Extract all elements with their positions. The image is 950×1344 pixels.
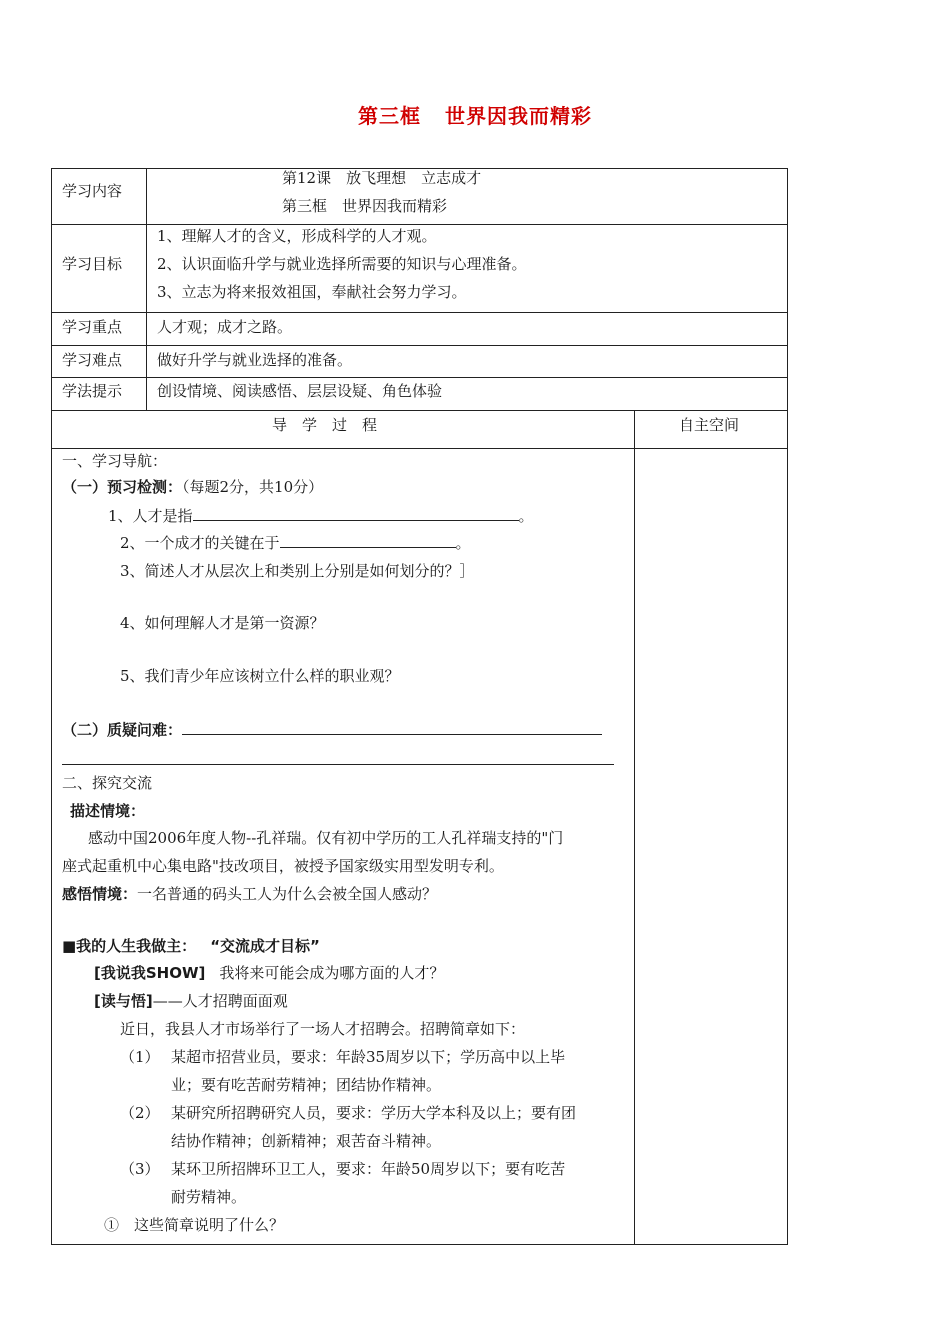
recruit-item-line: 某环卫所招牌环卫工人，要求：年龄50周岁以下；要有吃苦 — [171, 1160, 566, 1178]
row-divider — [51, 224, 788, 225]
recruit-item-number: （2） — [120, 1104, 160, 1122]
question-2: 2、一个成才的关键在于 。 — [120, 534, 471, 552]
goals-label: 学习目标 — [62, 255, 123, 273]
scene-text-line: 感动中国2006年度人物--孔祥瑞。仅有初中学历的工人孔祥瑞支持的"门 — [88, 829, 564, 847]
recruit-item-line: 业；要有吃苦耐劳精神；团结协作精神。 — [171, 1076, 442, 1094]
read-line: [读与悟]——人才招聘面面观 — [94, 992, 288, 1010]
show-line: [我说我SHOW] 我将来可能会成为哪方面的人才？ — [94, 964, 445, 982]
focus-value: 人才观；成才之路。 — [157, 318, 293, 336]
section-1-heading: 一、学习导航： — [62, 452, 168, 470]
answer-blank[interactable] — [280, 533, 456, 548]
preview-heading: （一）预习检测：（每题2分，共10分） — [62, 478, 324, 496]
method-value: 创设情境、阅读感悟、层层设疑、角色体验 — [157, 382, 443, 400]
question-1: 1、人才是指 。 — [108, 507, 534, 525]
recruit-item-number: （1） — [120, 1048, 160, 1066]
space-label: 自主空间 — [679, 416, 740, 434]
recruit-intro: 近日，我县人才市场举行了一场人才招聘会。招聘简章如下： — [120, 1020, 526, 1038]
difficulty-value: 做好升学与就业选择的准备。 — [157, 351, 353, 369]
row-divider — [51, 377, 788, 378]
difficulty-label: 学习难点 — [62, 351, 123, 369]
row-divider — [51, 312, 788, 313]
row-divider — [51, 345, 788, 346]
row-divider — [51, 410, 788, 411]
scene-heading: 描述情境： — [70, 802, 146, 820]
goal-item: 3、立志为将来报效祖国，奉献社会努力学习。 — [157, 283, 467, 301]
question-5: 5、我们青少年应该树立什么样的职业观？ — [120, 667, 400, 685]
section-line: 第三框 世界因我而精彩 — [282, 197, 448, 215]
recruit-item-line: 耐劳精神。 — [171, 1188, 247, 1206]
recruit-item-line: 某研究所招聘研究人员，要求：学历大学本科及以上；要有团 — [171, 1104, 577, 1122]
lesson-line: 第12课 放飞理想 立志成才 — [282, 169, 482, 187]
content-label: 学习内容 — [62, 182, 123, 200]
goal-item: 1、理解人才的含义，形成科学的人才观。 — [157, 227, 437, 245]
doubt-heading: （二）质疑问难： — [62, 720, 602, 740]
answer-blank[interactable] — [182, 720, 602, 735]
recruit-item-number: （3） — [120, 1160, 160, 1178]
recruit-item-line: 结协作精神；创新精神；艰苦奋斗精神。 — [171, 1132, 442, 1150]
scene-text-line: 座式起重机中心集电路"技改项目，被授予国家级实用型发明专利。 — [62, 857, 504, 875]
page-title: 第三框 世界因我而精彩 — [358, 104, 592, 128]
recruit-item-line: 某超市招营业员，要求：年龄35周岁以下；学历高中以上毕 — [171, 1048, 566, 1066]
life-heading: ■我的人生我做主： “交流成才目标” — [62, 937, 320, 955]
focus-label: 学习重点 — [62, 318, 123, 336]
feel-line: 感悟情境：一名普通的码头工人为什么会被全国人感动？ — [62, 885, 438, 903]
final-question: ① 这些简章说明了什么？ — [104, 1216, 285, 1234]
row-divider — [51, 448, 788, 449]
section-2-heading: 二、探究交流 — [62, 774, 153, 792]
process-label: 导 学 过 程 — [272, 416, 378, 434]
method-label: 学法提示 — [62, 382, 123, 400]
goal-item: 2、认识面临升学与就业选择所需要的知识与心理准备。 — [157, 255, 527, 273]
question-4: 4、如何理解人才是第一资源？ — [120, 614, 325, 632]
answer-line[interactable] — [62, 764, 614, 765]
col-divider — [146, 168, 147, 411]
col-divider — [634, 411, 635, 1245]
answer-blank[interactable] — [193, 506, 519, 521]
question-3: 3、简述人才从层次上和类别上分别是如何划分的？］ — [120, 562, 475, 580]
